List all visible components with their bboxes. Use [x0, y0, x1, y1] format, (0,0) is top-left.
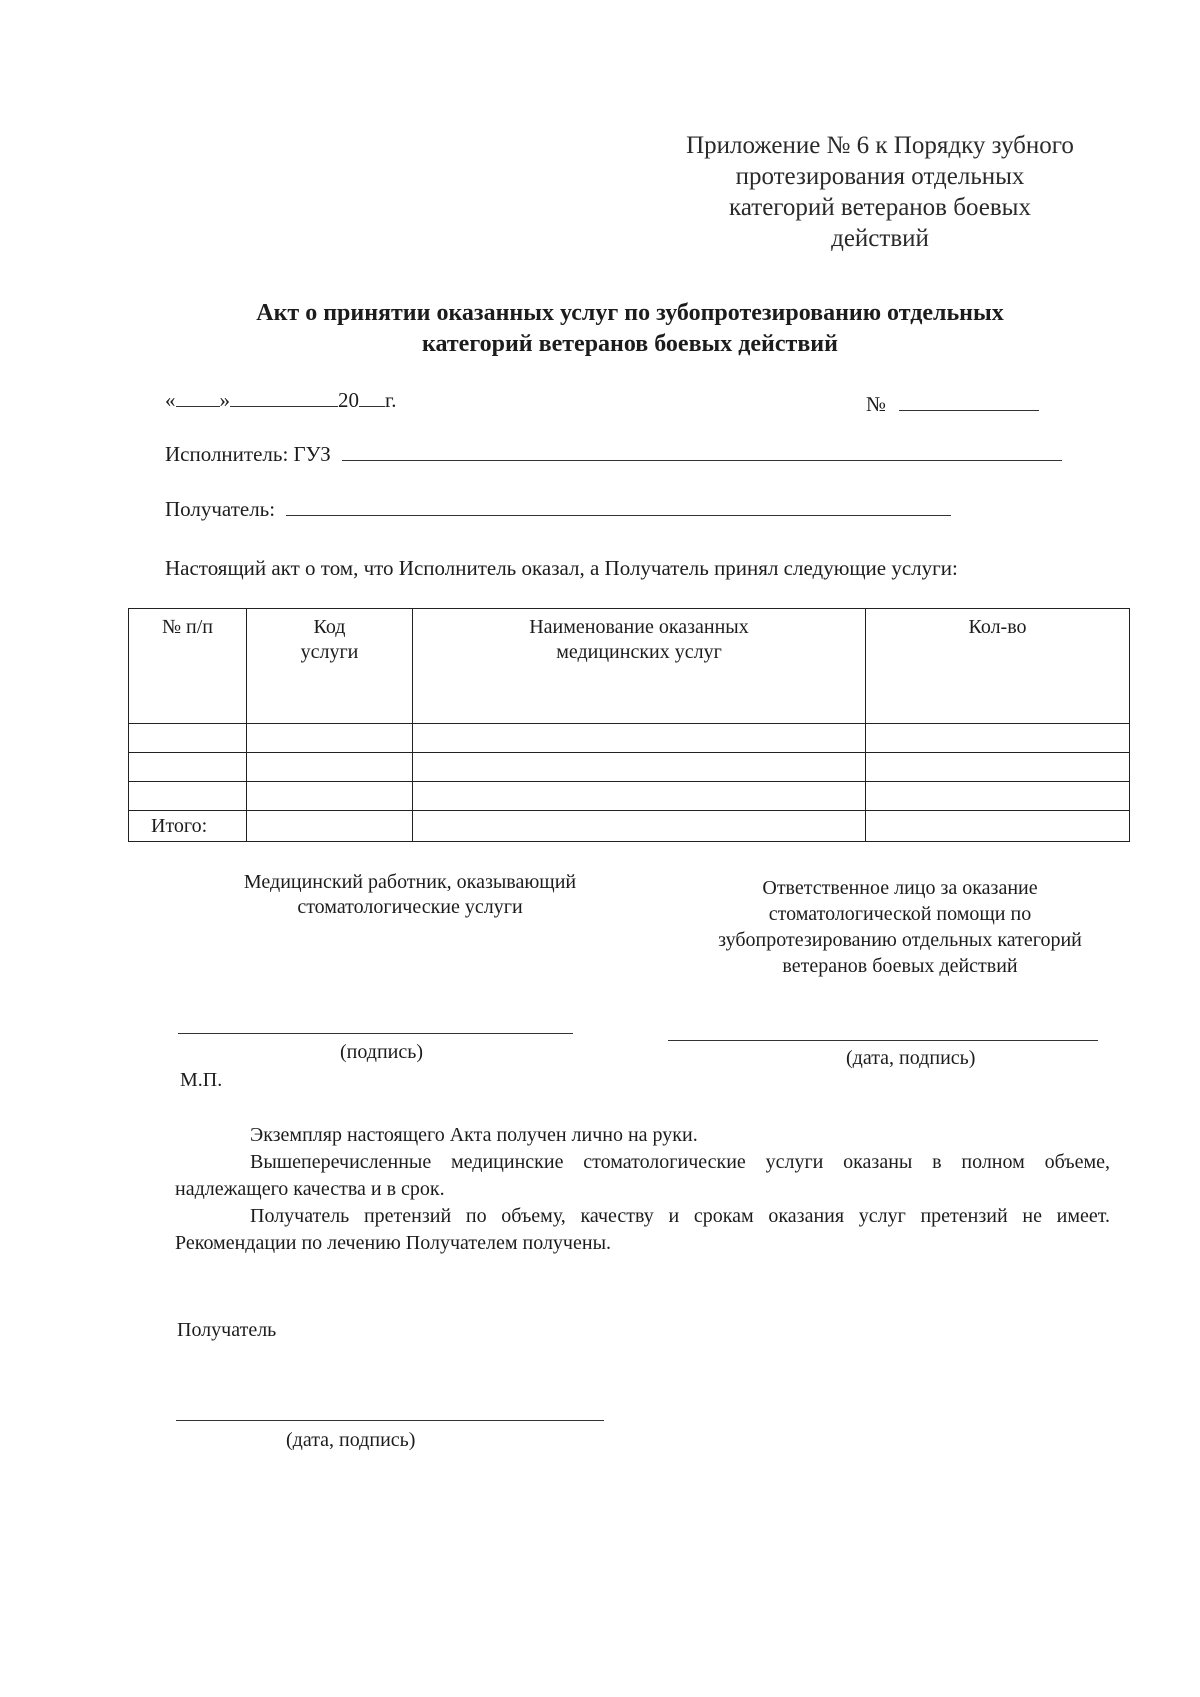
table-cell[interactable] — [413, 811, 866, 842]
year-suffix: г. — [385, 388, 397, 412]
table-cell[interactable] — [866, 753, 1130, 782]
responsible-line-2: стоматологической помощи по — [768, 903, 1032, 925]
recipient-signature-caption: (дата, подпись) — [286, 1429, 416, 1451]
recipient-blank[interactable] — [286, 495, 951, 516]
responsible-signature-caption: (дата, подпись) — [846, 1047, 976, 1069]
responsible-line-1: Ответственное лицо за оказание — [762, 877, 1038, 899]
document-title — [150, 298, 1110, 360]
year-prefix: 20 — [338, 388, 359, 412]
appendix-line-1: Приложение № 6 к Порядку зубного — [686, 132, 1074, 159]
header-name-line-2: медицинских услуг — [556, 641, 722, 663]
executor-label: Исполнитель: ГУЗ — [165, 442, 331, 466]
statement-quality: Вышеперечисленные медицинские стоматологические услуги оказаны в полном объеме, надлежащего качества и в срок. — [175, 1151, 1110, 1200]
responsible-signature-line[interactable] — [668, 1040, 1098, 1041]
statement-no-claims: Получатель претензий по объему, качеству и срокам оказания услуг претензий не имеет. Рекомендации по лечению Получателем получены. — [175, 1205, 1110, 1254]
number-row — [866, 390, 1039, 417]
statement-received: Экземпляр настоящего Акта получен лично на руки. — [250, 1124, 698, 1146]
total-label: Итого: — [129, 811, 247, 842]
table-row — [129, 753, 1130, 782]
table-cell[interactable] — [129, 782, 247, 811]
table-cell[interactable] — [866, 782, 1130, 811]
table-cell[interactable] — [247, 753, 413, 782]
services-table — [128, 608, 1130, 842]
appendix-line-4: действий — [831, 225, 929, 252]
table-cell[interactable] — [413, 724, 866, 753]
statements-block — [175, 1122, 1110, 1257]
table-header-row — [129, 609, 1130, 724]
table-cell[interactable] — [247, 782, 413, 811]
header-number: № п/п — [129, 609, 247, 724]
table-row — [129, 782, 1130, 811]
title-line-2: категорий ветеранов боевых действий — [422, 331, 838, 357]
date-row — [165, 386, 397, 413]
header-code-line-1: Код — [313, 616, 346, 638]
appendix-note — [640, 130, 1120, 254]
day-blank[interactable] — [176, 386, 220, 407]
medical-worker-signature-line[interactable] — [178, 1033, 573, 1034]
header-code-line-2: услуги — [300, 641, 359, 663]
medical-worker-line-1: Медицинский работник, оказывающий — [243, 871, 577, 893]
title-line-1: Акт о принятии оказанных услуг по зубопротезированию отдельных — [256, 300, 1004, 326]
date-open-quote: « — [165, 388, 176, 412]
table-cell[interactable] — [866, 724, 1130, 753]
total-row — [129, 811, 1130, 842]
table-cell[interactable] — [413, 782, 866, 811]
recipient-label: Получатель: — [165, 497, 276, 521]
date-close-quote: » — [219, 388, 230, 412]
header-service-name — [413, 609, 866, 724]
table-row — [129, 724, 1130, 753]
responsible-person-block — [660, 875, 1140, 979]
recipient-signature-label: Получатель — [177, 1319, 277, 1341]
number-blank[interactable] — [899, 390, 1039, 411]
medical-worker-line-2: стоматологические услуги — [297, 896, 523, 918]
table-cell[interactable] — [247, 811, 413, 842]
responsible-line-4: ветеранов боевых действий — [782, 955, 1018, 977]
intro-text: Настоящий акт о том, что Исполнитель оказал, а Получатель принял следующие услуги: — [165, 556, 958, 580]
table-cell[interactable] — [413, 753, 866, 782]
table-cell[interactable] — [129, 753, 247, 782]
number-label: № — [866, 392, 887, 416]
medical-worker-block — [200, 870, 620, 920]
medical-worker-signature-caption: (подпись) — [340, 1041, 424, 1063]
month-blank[interactable] — [230, 386, 338, 407]
table-cell[interactable] — [866, 811, 1130, 842]
recipient-signature-line[interactable] — [176, 1420, 604, 1421]
header-name-line-1: Наименование оказанных — [529, 616, 749, 638]
year-blank[interactable] — [359, 386, 385, 407]
responsible-line-3: зубопротезированию отдельных категорий — [718, 929, 1082, 951]
stamp-place: М.П. — [180, 1069, 223, 1091]
appendix-line-3: категорий ветеранов боевых — [729, 194, 1031, 221]
executor-blank[interactable] — [342, 440, 1062, 461]
appendix-line-2: протезирования отдельных — [735, 163, 1025, 190]
recipient-row — [165, 495, 951, 522]
table-cell[interactable] — [129, 724, 247, 753]
header-code — [247, 609, 413, 724]
header-quantity: Кол-во — [866, 609, 1130, 724]
table-cell[interactable] — [247, 724, 413, 753]
executor-row — [165, 440, 1062, 467]
